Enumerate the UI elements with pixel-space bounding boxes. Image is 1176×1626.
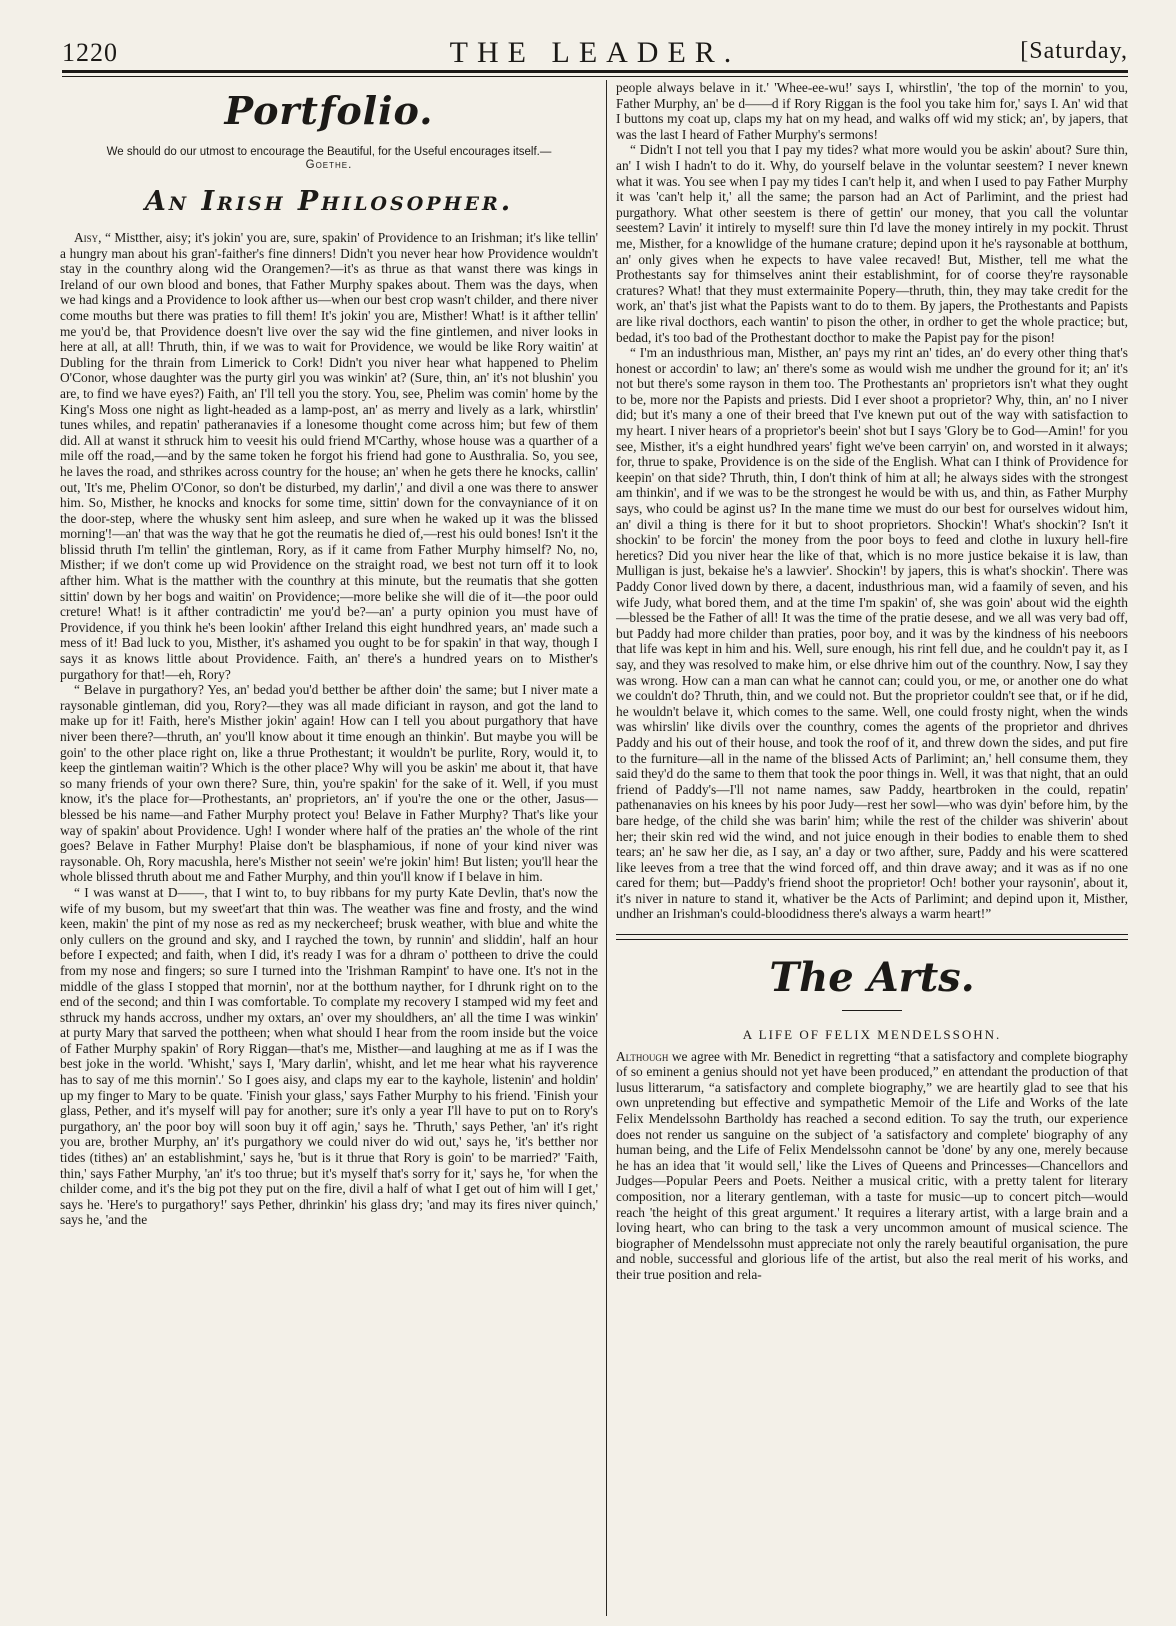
- right-column: [616, 80, 1128, 1616]
- page-number: 1220: [62, 38, 118, 67]
- article-paragraph-text: “ Mistther, aisy; it's jokin' you are, sure, spakin' of Providence to an Irishman; it's like tellin' a hungry man about his gran'-faither's fine dinners! Didn't you never hear how Providence wouldn't stay in the counthry along wid the Orangemen?—it's as thrue as that wanst there was kings in Ireland of our own blood and bones, that Father Murphy spakes about. Them was the days, when we had kings and a Providence to look afther us—when our best crop wasn't childer, and there niver come mouths but there was praties to fill them! It's jokin' you are, Misther! What! is it afther tellin' me you'd be, that Providence doesn't live over the say wid the fine gintlemen, and niver looks in here at all, at all! Thruth, thin, if we was to wait for Providence, we would be like Rory waitin' at Dubling for the thrain from Limerick to Cork! Didn't you niver hear what happened to Phelim O'Conor, whose daughter was the purty girl you was winkin' at? (Sure, thin, an' it's not blushin' you are, to find we have eyes?) Faith, an' I'll tell you the story. You, see, Phelim was comin' home by the King's Moss one night as light-headed as a lamp-post, an' as merry and lively as a lark, whirstlin' tunes whiles, and repatin' patheranavies if a lonesome thought come across him; but few of them did. All at wanst it sthruck him to veesit his ould friend M'Carthy, whose house was a quarther of a mile off the road,—and by the same token he forgot his friend had gone to Austhralia. So, you see, he laves the road, and sthrikes across country for the house; an' when he gets there he knocks, callin' out, 'It's me, Phelim O'Conor, so don't be disturbed, my darlin',' and divil a one was there to answer him. So, Misther, he knocks and knocks for some time, sittin' down for the convayniance of it on the door-step, where the whusky sent him asleep, and sure when he waked up it was the blissed morning'!—an' that was the way that he got the reumatis he died of,—rest his ould bones! Isn't it the blissid thruth I'm tellin' the gintleman, Rory, as if it came from Father Murphy himself? No, no, Misther; if we don't come up wid Providence on the straight road, we best not turn off it to look afther him. What is the matther with the counthry at this minute, but the reumatis that she gotten sittin' down by her bogs and waitin' on Providence;—more belike she will die of it—the poor ould creture! What! is it afther contradictin' me you'd be?—an' a purty opinion you must have of Providence, if you think he's been lookin' afther Ireland this eight hundhred years, an' made such a mess of it! Bad luck to you, Misther, it's ashamed you ought to be for spakin' in that way, though I says it as knows little about Providence. Faith, an' there's a hundred years on to Misther's purgathory for that!—eh, Rory?: [60, 230, 598, 682]
- article-paragraph: people always belave in it.' 'Whee-ee-wu!' says I, whirstlin', 'the top of the mornin' to you, Father Murphy, an' be d——d if Rory Riggan is the fool you take him for,' says I. An' wid that I buttons my coat up, claps my hat on my head, and walks off wid my stick; an', by japers, that was the last I heard of Father Murphy's sermons!: [616, 80, 1128, 142]
- article-paragraph: [60, 230, 598, 682]
- arts-heading: The Arts.: [769, 954, 975, 1002]
- article-title: An Irish Philosopher.: [144, 186, 514, 217]
- left-column: [60, 80, 598, 1616]
- article-first-word: Aisy,: [74, 230, 102, 245]
- arts-heading-rule: [842, 1010, 902, 1011]
- masthead-rule-thick: [62, 70, 1128, 73]
- review-paragraph: [616, 1049, 1128, 1283]
- masthead: [62, 36, 1128, 70]
- review-text: we agree with Mr. Benedict in regretting “that a satisfactory and complete biography of so eminent a genius should not yet have been produced,” en attendant the production of that lusus litterarum, “a satisfactory and complete biography,” we are heartily glad to see that his own unpretending but effective and sympathetic Memoir of the Life and Works of the late Felix Mendelssohn Bartholdy has reached a second edition. To say the truth, our experience does not render us sanguine on the subject of 'a satisfactory and complete' biography of any human being, and the Life of Felix Mendelssohn cannot be 'done' by any one, merely because he has an idea that 'it would sell,' like the Lives of Queens and Princesses—Chancellors and Judges—Popular Peers and Poets. Neither a musical critic, with a pretty talent for literary composition, nor a literary gentleman, with a taste for music—up to concert pitch—would reach 'the height of this great argument.' It requires a literary artist, with a large brain and a loving heart, who can bring to the task a very uncommon amount of musical science. The biographer of Mendelssohn must appreciate not only the rarely beautiful organisation, the pure and noble, successful and glorious life of the artist, but also the real merit of his works, and their true position and rela-: [616, 1048, 1128, 1282]
- motto-author: Goethe.: [305, 159, 353, 171]
- motto-text: We should do our utmost to encourage the Beautiful, for the Useful encourages itself.—: [106, 146, 552, 158]
- column-divider: [606, 80, 607, 1616]
- issue-day: [Saturday,: [1020, 38, 1128, 64]
- portfolio-motto: [90, 146, 568, 172]
- article-paragraph: “ Belave in purgathory? Yes, an' bedad you'd betther be afther doin' the same; but I niver mate a raysonable gintleman, did you, Rory?—they was all made dificiant in rayson, and got the land to make up for it! Faith, here's Misther jokin' again! How can I tell you about purgathory that have niver been there?—thruth, an' you'll know about it time enough an thinkin'. But maybe you will be goin' to the other place right on, like a thrue Prothestant; it wouldn't be purlite, Rory, would it, to keep the gintleman waitin'? Which is the other place? Why will you be askin' me about it, that have so many friends of your own there? Sure, thin, you're spakin' for the sake of it. Well, if you must know, it's the place for—Prothestants, an' proprietors, an' if you're the one or the other, Jasus—blessed be his name—and Father Murphy protect you! Belave in Father Murphy? That's like your way of spakin' about Providence. Ugh! I wonder where half of the praties an' the whole of the rint goes? Belave in Father Murphy! Plaise don't be blasphamious, if none of your kind niver was raysonable. Oh, Rory macushla, here's Misther not seein' we're jokin' him! But listen; you'll hear the whole blissed thruth about me and Father Murphy, and thin you'll know if I belave in him.: [60, 682, 598, 885]
- paper-title: THE LEADER.: [449, 36, 741, 69]
- article-paragraph: “ Didn't I not tell you that I pay my tides? what more would you be askin' about? Sure thin, an' I wish I hadn't to do it. Why, do yourself belave in the voluntar seestem? I never knewn what it was. You see when I pay my tides I can't help it, and when I used to pay Father Murphy it was 'can't help it,' all the same; the parson had an Act of Parlimint, and the priest had purgathory. What other seestem is there of gettin' our money, that you call the voluntar seestem? Lavin' it intirely to myself! sure thin I'd lave the money intirely in my pockit. Thrust me, Misther, for a knowlidge of the humane crature; depind upon it he's raysonable at botthum, an' only gives when he expects to have valee recaved! But, Misther, tell me what the Prothestants say for thimselves anint their establishmint, for of coorse they're raysonable cratures? What! that they must extermainite Popery—thruth, thin, they may take credit for the work, an' that's jist what the Papists want to do to them. By japers, the Prothestants and Papists are like rival docthors, each wantin' to pison the other, in ordher to get the whole practice; but, bedad, it's too bad of the Prothestant docthor to make the Papist pay for the pison!: [616, 142, 1128, 345]
- article-paragraph: “ I'm an industhrious man, Misther, an' pays my rint an' tides, an' do every other thing that's honest or accordin' to law; an' there's some as would wish me undher the ground for it; an' it's not but there's some rayson in them too. The Prothestants an' proprietors isn't what they ought to be, more nor the Papists and priests. Did I ever shoot a proprietor? Why, thin, an' no I niver did; but it's many a one of their breed that I've knewn put out of the way with satisfaction to my heart. I niver hears of a proprietor's beein' shot but I says 'Glory be to God—Amin!' for you see, Misther, it's a eight hundhred years' fight we've been carryin' on, and worsted in it always; for, thrue to spake, Providence is on the side of the English. What can I think of Providence for keepin' on that side? Thruth, thin, I don't think of him at all; he always sides with the strongest am thinkin', and if we was to be the strongest he would be with us, and thin, as Father Murphy says, who could be aginst us? In the mane time we must do our best for ourselves widout him, an' divil a thing is there for it but to shoot proprietors. Shockin'! What's shockin'? Isn't it shockin' to be forcin' the money from the poor boys to feed and clothe in luxury hell-fire heretics? Did you niver hear the like of that, which is no more justice bekaise it is law, than Mulligan is just, bekaise he's a lawvier'. Shockin'! by japers, this is what's shockin'. There was Paddy Conor lived down by there, a dacent, industhrious man, wid a faamily of seven, and his wife Judy, what bored them, and at the time I'm spakin' of, she was goin' about wid the eighth—blessed be the Father of all! It was the time of the pratie desese, and we all was very bad off, but Paddy had more childer than praties, poor boy, and it was by the kindness of his neeboors that life was kept in him and his. Well, sure enough, his rint fell due, and he couldn't pay it, as I say, and they was resolved to make him, or else dhrive him out of the counthry. Now, I say they was wrong. How can a man can what he cannot can; could you, or me, or another one do what we couldn't do? Thruth, thin, and we could not. But the proprietor couldn't see that, or if he did, he wouldn't belave it, which comes to the same. Well, one could frosty night, when the winds was whirslin' like divils over the counthry, comes the agents of the proprietor and dhrives Paddy and his out of their house, and took the roof of it, and threw down the sides, and put fire to the furniture—all in the name of the blissed Acts of Parlimint; an,' hell consume them, they said they'd do the same to them that took the poor things in. Well, it was that night, that an ould friend of Paddy's—I'll not name names, saw Paddy, heartbroken in the could, repatin' pathenanavies on his knees by his poor Judy—rest her sowl—who was dyin' before him, by the bare hedge, of the child she was barin' him; while the rest of the childer was shiverin' about her; their skin red wid the wind, and not juice enough in their bodies to enable them to shed tears; an' he saw her die, as I say, an' a day or two afther, sure, Paddy and his were scattered like leeves from a tree that the wind forced off, and thin drave away; and it was as if no one cared for them; but—Paddy's friend shoot the proprietor! Och! bother your raysonin', about it, it's niver in nature to stand it, whativer be the Acts of Parlimint; and depind upon it, Misther, undher an Irishman's could-bloodidness there's always a warm heart!”: [616, 345, 1128, 922]
- section-separator: [616, 934, 1128, 940]
- masthead-rule-thin: [62, 76, 1128, 77]
- review-title: A LIFE OF FELIX MENDELSSOHN.: [742, 1027, 1002, 1043]
- portfolio-heading: Portfolio.: [224, 88, 434, 133]
- review-first-word: Although: [616, 1048, 669, 1064]
- article-paragraph: “ I was wanst at D——, that I wint to, to buy ribbans for my purty Kate Devlin, that's now the wife of my busom, but my sweet'art that thin was. The weather was fine and frosty, and the wind keen, makin' the pint of my nose as red as my neckercheef; brusk weather, with blue and white the only cullers on the ground and sky, and I rayched the town, by runnin' and sliddin', half an hour before I expected; and faith, when I did, it's ready I was for a dhram o' pottheen to drive the could from my nose and fingers; so sure I turned into the 'Irishman Rampint' to have one. It's not in the middle of the glass I stopped that mornin', nor at the botthum nayther, for I dhrunk right on to the end of the second; and thin I was comfortable. To complate my recovery I stamped wid my feet and sthruck my hands accross, undher my oxtars, an' over my shouldhers, an' all the time I was winkin' at purty Mary that sarved the pottheen; when what should I hear from the room inside but the voice of Father Murphy spakin' of Rory Riggan—that's me, Misther—and laughing at me as if I was the best joke in the world. 'Whisht,' says I, 'Mary darlin', whisht, and let me hear what his rayverence has to say of me this mornin'.' So I goes aisy, and claps my ear to the kayhole, listenin' and holdin' up my finger to Mary to be quate. 'Finish your glass,' says Father Murphy to his friend. 'Finish your glass, Pether, and it's myself will pay for another; sure it's only a year I'll have to put on to Rory's purgathory, an' the poor boy will soon buy it off agin,' says he. 'Thruth,' says Pether, 'an' it's right you are, brother Murphy, an' it's purgathory we could niver do wid out,' says he, 'it's betther nor tides (tithes) an' an establishmint,' says he, 'but is it thrue that Rory is goin' to be married?' 'Faith, thin,' says Father Murphy, 'an' it's too thrue; but it's myself that's sorry for it,' says he, 'for when the childer come, and it's the big pot they put on the fire, divil a half of what I get out of him will I get,' says he. 'Here's to purgathory!' says Pether, dhrinkin' his glass dry; 'and may its fires niver quinch,' says he, 'and the: [60, 884, 598, 1228]
